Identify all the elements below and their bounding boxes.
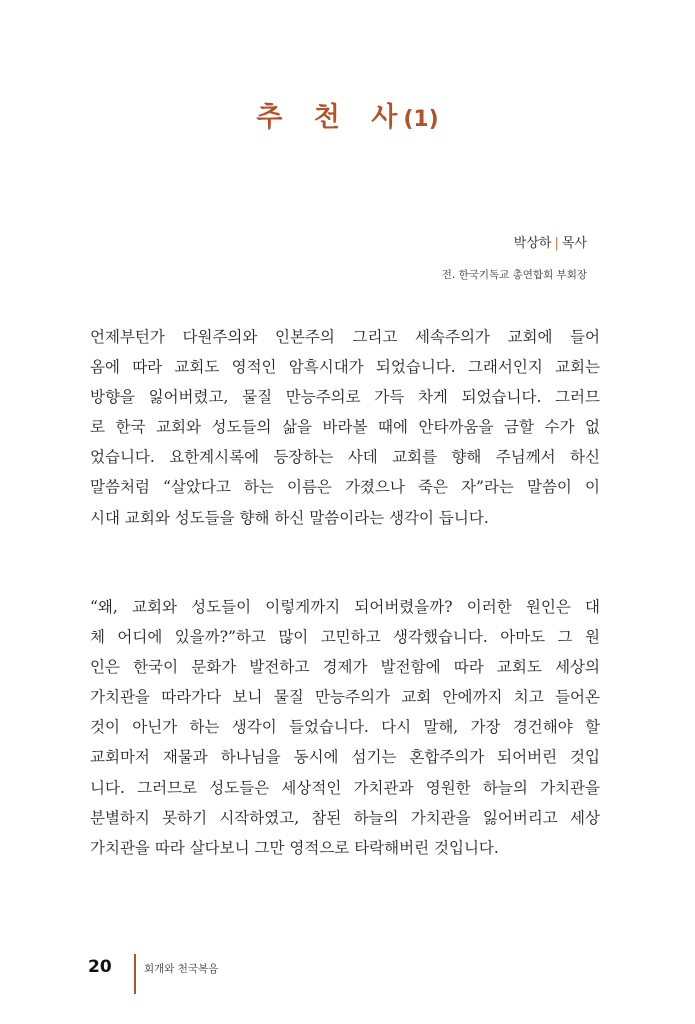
paragraph-line: 인은 한국이 문화가 발전하고 경제가 발전함에 따라 교회도 세상의 <box>90 658 600 677</box>
page-title-number: (1) <box>403 107 439 132</box>
paragraph-line: 가치관을 따라 살다보니 그만 영적으로 타락해버린 것입니다. <box>90 838 499 857</box>
author-line <box>514 232 587 251</box>
author-title: 목사 <box>561 236 587 251</box>
page-title-text: 추 천 사 <box>256 102 404 133</box>
page-number: 20 <box>88 957 112 977</box>
paragraph-line: 언제부턴가 다원주의와 인본주의 그리고 세속주의가 교회에 들어 <box>90 328 600 346</box>
paragraph-line: 분별하지 못하기 시작하였고, 참된 하늘의 가치관을 잃어버리고 세상 <box>90 808 600 827</box>
paragraph-line: 었습니다. 요한계시록에 등장하는 사데 교회를 향해 주님께서 하신 <box>90 448 600 467</box>
paragraph-line: “왜, 교회와 성도들이 이렇게까지 되어버렸을까? 이러한 원인은 대 <box>90 598 600 616</box>
footer-divider <box>134 954 136 994</box>
paragraph-line: 것이 아닌가 하는 생각이 들었습니다. 다시 말해, 가장 경건해야 할 <box>90 718 600 737</box>
author-role: 전. 한국기독교 총연합회 부회장 <box>441 269 587 281</box>
paragraph-line: 옴에 따라 교회도 영적인 암흑시대가 되었습니다. 그래서인지 교회는 <box>90 358 600 377</box>
paragraph-line: 니다. 그러므로 성도들은 세상적인 가치관과 영원한 하늘의 가치관을 <box>90 778 600 797</box>
page-title <box>0 95 695 134</box>
paragraph-line: 방향을 잃어버렸고, 물질 만능주의로 가득 차게 되었습니다. 그러므 <box>90 388 600 407</box>
author-separator: | <box>554 236 559 251</box>
paragraph-line: 가치관을 따라가다 보니 물질 만능주의가 교회 안에까지 치고 들어온 <box>90 688 600 707</box>
paragraph-line: 체 어디에 있을까?”하고 많이 고민하고 생각했습니다. 아마도 그 원 <box>90 628 600 647</box>
paragraph-line: 교회마저 재물과 하나님을 동시에 섬기는 혼합주의가 되어버린 것입 <box>90 748 600 767</box>
author-name: 박상하 <box>513 236 552 251</box>
paragraph-line: 말씀처럼 “살았다고 하는 이름은 가졌으나 죽은 자”라는 말씀이 이 <box>90 478 600 497</box>
body-paragraph-1 <box>90 322 600 533</box>
paragraph-line: 시대 교회와 성도들을 향해 하신 말씀이라는 생각이 듭니다. <box>90 508 489 527</box>
book-title: 회개와 천국복음 <box>144 963 219 975</box>
body-paragraph-2 <box>90 592 600 863</box>
paragraph-line: 로 한국 교회와 성도들의 삶을 바라볼 때에 안타까움을 금할 수가 없 <box>90 418 600 437</box>
